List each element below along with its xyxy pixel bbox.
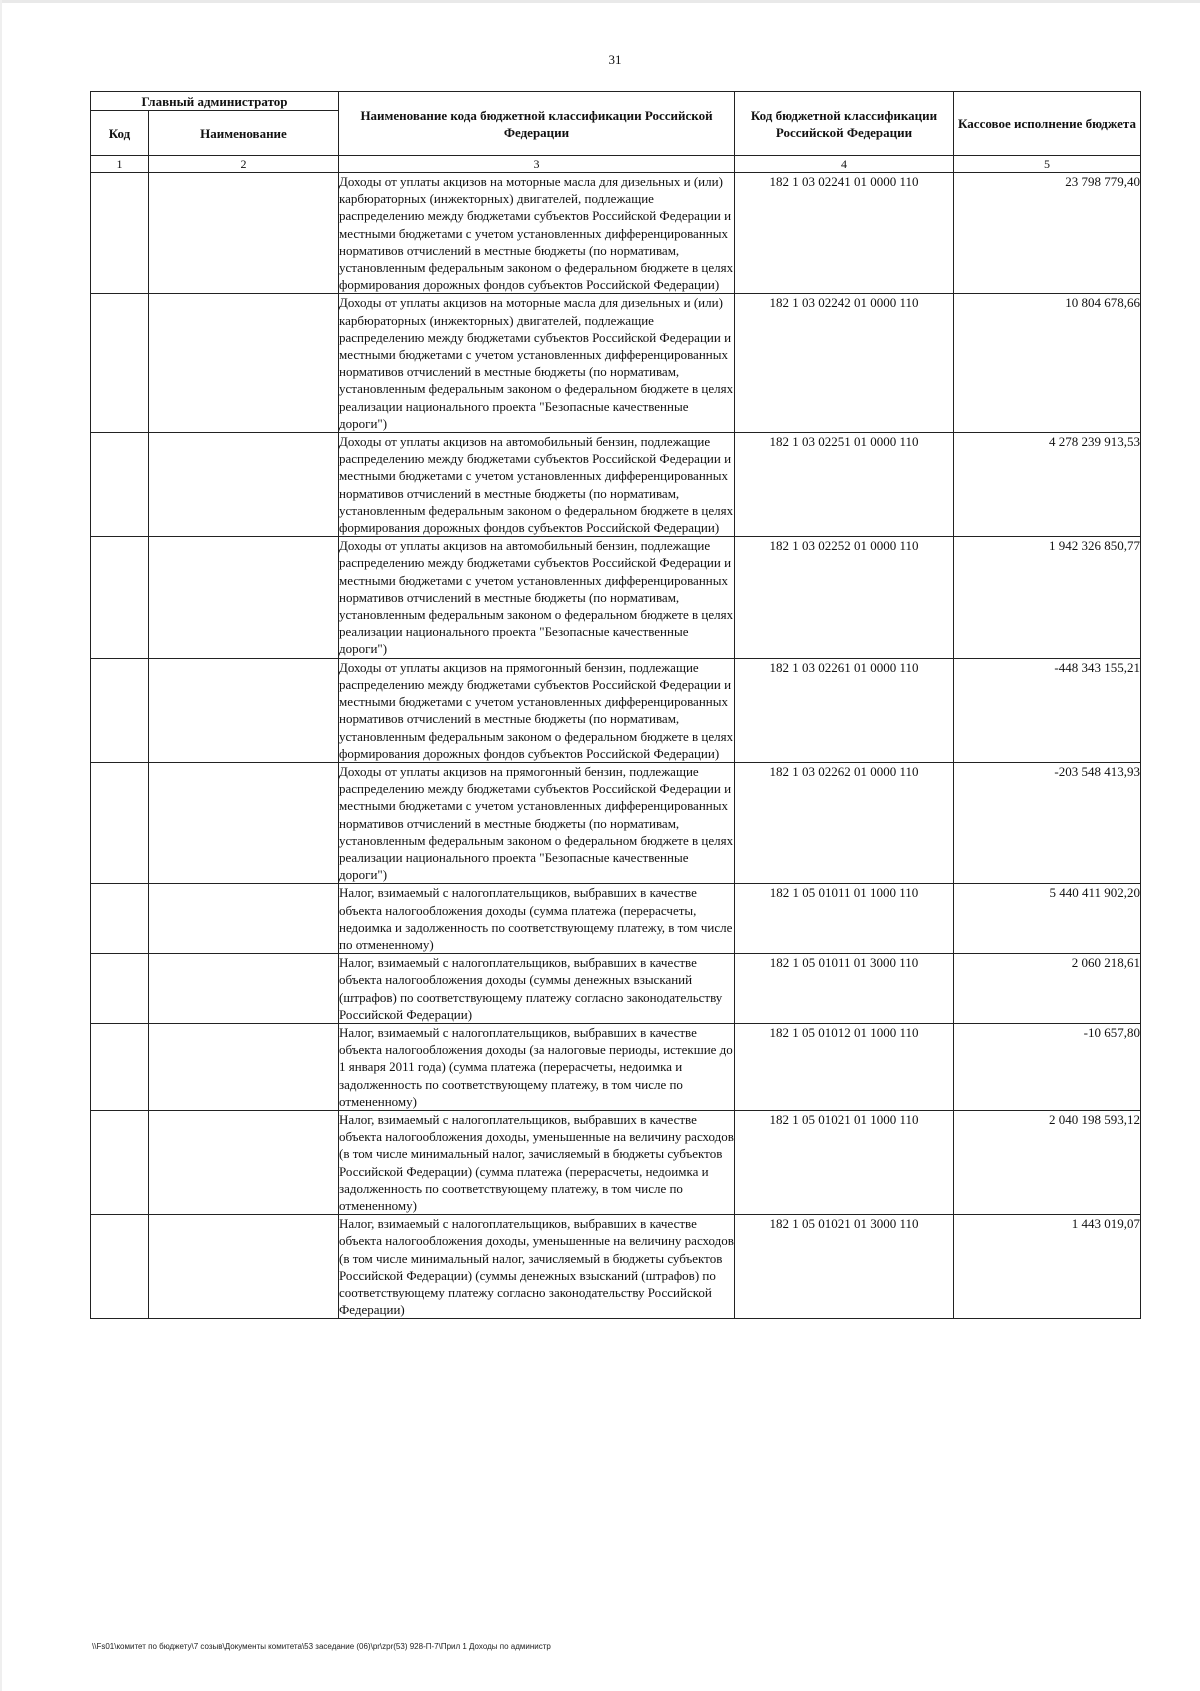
kbk-code-cell: 182 1 03 02242 01 0000 110 xyxy=(735,294,954,433)
code-cell xyxy=(91,658,149,762)
admin-name-cell xyxy=(149,884,339,954)
code-cell xyxy=(91,1215,149,1319)
amount-cell: 1 443 019,07 xyxy=(954,1215,1141,1319)
amount-cell: 10 804 678,66 xyxy=(954,294,1141,433)
code-cell xyxy=(91,1110,149,1214)
admin-name-cell xyxy=(149,433,339,537)
file-path-footer: \\Fs01\комитет по бюджету\7 созыв\Документы комитета\53 заседание (06)\pr\zpr(53) 928-П-7\Прил 1 Доходы по админиcтр xyxy=(92,1642,551,1651)
kbk-name-cell: Налог, взимаемый с налогоплательщиков, выбравших в качестве объекта налогообложения доходы, уменьшенные на величину расходов (в том числе минимальный налог, зачисляемый в бюджеты субъектов Российской Федерации) (сумма платежа (перерасчеты, недоимка и задолженность по соответствующему платежу, в том числе по отмененному) xyxy=(339,1111,734,1213)
column-number: 2 xyxy=(149,156,339,173)
code-cell xyxy=(91,884,149,954)
amount-cell: 5 440 411 902,20 xyxy=(954,884,1141,954)
table-row xyxy=(91,537,1141,658)
column-number: 5 xyxy=(954,156,1141,173)
admin-name-cell xyxy=(149,1215,339,1319)
code-cell xyxy=(91,173,149,294)
code-cell xyxy=(91,1023,149,1110)
table-row xyxy=(91,294,1141,433)
code-cell xyxy=(91,954,149,1024)
kbk-code-cell: 182 1 03 02261 01 0000 110 xyxy=(735,658,954,762)
table-row xyxy=(91,1110,1141,1214)
table-row xyxy=(91,173,1141,294)
kbk-name-cell: Доходы от уплаты акцизов на моторные масла для дизельных и (или) карбюраторных (инжекторных) двигателей, подлежащие распределению между бюджетами субъектов Российской Федерации и местными бюджетами с учетом установленных дифференцированных нормативов отчислений в местные бюджеты (по нормативам, установленным федеральным законом о федеральном бюджете в целях реализации национального проекта "Безопасные качественные дороги") xyxy=(339,295,734,431)
scan-edge-left xyxy=(0,0,2,1691)
admin-name-cell xyxy=(149,1110,339,1214)
kbk-code-cell: 182 1 03 02262 01 0000 110 xyxy=(735,762,954,883)
amount-cell: 4 278 239 913,53 xyxy=(954,433,1141,537)
page-number: 31 xyxy=(608,52,622,67)
kbk-code-cell: 182 1 05 01011 01 1000 110 xyxy=(735,884,954,954)
kbk-name-cell: Доходы от уплаты акцизов на моторные масла для дизельных и (или) карбюраторных (инжекторных) двигателей, подлежащие распределению между бюджетами субъектов Российской Федерации и местными бюджетами с учетом установленных дифференцированных нормативов отчислений в местные бюджеты (по нормативам, установленным федеральным законом о федеральном бюджете в целях формирования дорожных фондов субъектов Российской Федерации) xyxy=(339,174,734,293)
column-number: 1 xyxy=(91,156,149,173)
kbk-code-cell: 182 1 03 02252 01 0000 110 xyxy=(735,537,954,658)
kbk-name-cell: Доходы от уплаты акцизов на прямогонный бензин, подлежащие распределению между бюджетами субъектов Российской Федерации и местными бюджетами с учетом установленных дифференцированных нормативов отчислений в местные бюджеты (по нормативам, установленным федеральным законом о федеральном бюджете в целях реализации национального проекта "Безопасные качественные дороги") xyxy=(339,763,734,883)
kbk-name-cell: Доходы от уплаты акцизов на автомобильный бензин, подлежащие распределению между бюджетами субъектов Российской Федерации и местными бюджетами с учетом установленных дифференцированных нормативов отчислений в местные бюджеты (по нормативам, установленным федеральным законом о федеральном бюджете в целях формирования дорожных фондов субъектов Российской Федерации) xyxy=(339,434,734,536)
column-number: 4 xyxy=(735,156,954,173)
kbk-code-cell: 182 1 03 02251 01 0000 110 xyxy=(735,433,954,537)
header-kbk-name: Наименование кода бюджетной классификации Российской Федерации xyxy=(339,92,735,156)
table-row xyxy=(91,1215,1141,1319)
code-cell xyxy=(91,294,149,433)
table-row xyxy=(91,433,1141,537)
budget-table xyxy=(90,91,1141,1319)
amount-cell: 2 060 218,61 xyxy=(954,954,1141,1024)
table-row xyxy=(91,658,1141,762)
admin-name-cell xyxy=(149,537,339,658)
header-name: Наименование xyxy=(149,111,339,156)
code-cell xyxy=(91,433,149,537)
code-cell xyxy=(91,762,149,883)
amount-cell: 1 942 326 850,77 xyxy=(954,537,1141,658)
amount-cell: -448 343 155,21 xyxy=(954,658,1141,762)
header-code: Код xyxy=(91,111,149,156)
kbk-name-cell: Налог, взимаемый с налогоплательщиков, выбравших в качестве объекта налогообложения доходы (за налоговые периоды, истекшие до 1 января 2011 года) (сумма платежа (перерасчеты, недоимка и задолженность по соответствующему платежу, в том числе по отмененному) xyxy=(339,1024,733,1109)
kbk-code-cell: 182 1 05 01021 01 3000 110 xyxy=(735,1215,954,1319)
code-cell xyxy=(91,537,149,658)
header-amount: Кассовое исполнение бюджета xyxy=(954,92,1141,156)
amount-cell: -10 657,80 xyxy=(954,1023,1141,1110)
kbk-name-cell: Доходы от уплаты акцизов на автомобильный бензин, подлежащие распределению между бюджетами субъектов Российской Федерации и местными бюджетами с учетом установленных дифференцированных нормативов отчислений в местные бюджеты (по нормативам, установленным федеральным законом о федеральном бюджете в целях реализации национального проекта "Безопасные качественные дороги") xyxy=(339,538,734,657)
column-number: 3 xyxy=(339,156,735,173)
kbk-name-cell: Налог, взимаемый с налогоплательщиков, выбравших в качестве объекта налогообложения доходы (суммы денежных взысканий (штрафов) по соответствующему платежу согласно законодательству Российской Федерации) xyxy=(339,954,735,1024)
table-row xyxy=(91,1023,1141,1110)
table-row xyxy=(91,954,1141,1024)
admin-name-cell xyxy=(149,762,339,883)
amount-cell: -203 548 413,93 xyxy=(954,762,1141,883)
amount-cell: 23 798 779,40 xyxy=(954,173,1141,294)
header-group-label: Главный администратор xyxy=(91,92,339,111)
kbk-code-cell: 182 1 05 01011 01 3000 110 xyxy=(735,954,954,1024)
header-kbk-code: Код бюджетной классификации Российской Федерации xyxy=(735,92,954,156)
table-row xyxy=(91,762,1141,883)
scan-edge xyxy=(0,0,1200,3)
admin-name-cell xyxy=(149,294,339,433)
admin-name-cell xyxy=(149,658,339,762)
admin-name-cell xyxy=(149,954,339,1024)
amount-cell: 2 040 198 593,12 xyxy=(954,1110,1141,1214)
admin-name-cell xyxy=(149,1023,339,1110)
kbk-code-cell: 182 1 05 01012 01 1000 110 xyxy=(735,1023,954,1110)
kbk-name-cell: Доходы от уплаты акцизов на прямогонный бензин, подлежащие распределению между бюджетами субъектов Российской Федерации и местными бюджетами с учетом установленных дифференцированных нормативов отчислений в местные бюджеты (по нормативам, установленным федеральным законом о федеральном бюджете в целях формирования дорожных фондов субъектов Российской Федерации) xyxy=(339,659,734,761)
table-row xyxy=(91,884,1141,954)
kbk-code-cell: 182 1 03 02241 01 0000 110 xyxy=(735,173,954,294)
kbk-name-cell: Налог, взимаемый с налогоплательщиков, выбравших в качестве объекта налогообложения доходы, уменьшенные на величину расходов (в том числе минимальный налог, зачисляемый в бюджеты субъектов Российской Федерации) (суммы денежных взысканий (штрафов) по соответствующему платежу согласно законодательству Российской Федерации) xyxy=(339,1216,734,1318)
kbk-name-cell: Налог, взимаемый с налогоплательщиков, выбравших в качестве объекта налогообложения доходы (сумма платежа (перерасчеты, недоимка и задолженность по соответствующему платежу, в том числе по отмененному) xyxy=(339,884,735,954)
admin-name-cell xyxy=(149,173,339,294)
kbk-code-cell: 182 1 05 01021 01 1000 110 xyxy=(735,1110,954,1214)
